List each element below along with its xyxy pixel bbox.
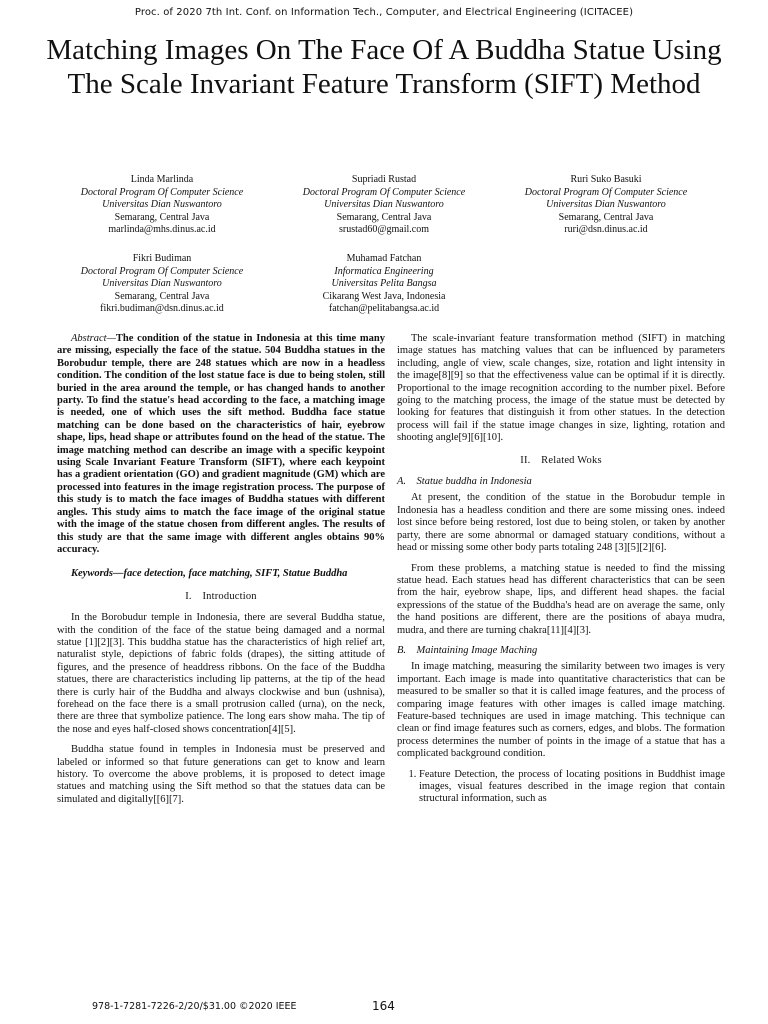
paragraph: The scale-invariant feature transformation method (SIFT) in matching image statues has matching values that can be influenced by parameters including, angle of view, scale changes, size, rotation and light intensity in the image[8][9] so that the effectiveness value can be optimal if it is directly. Proportional to the image recognition according to the number pixel. Before going to the matching process, the image of the statue must be detected by looking for features that distinguish it from other statues. In the detection process will fail if the statue image changes in size, lighting, rotation and shooting angle[9][6][10]. <box>397 333 725 444</box>
author-email[interactable]: ruri@dsn.dinus.ac.id <box>564 224 648 235</box>
section-heading-related-works: II. Related Woks <box>520 454 602 466</box>
paragraph: In the Borobudur temple in Indonesia, there are several Buddha statue, with the condition of the face of the statue being damaged and a normal statue [1][2][3]. This buddha statue has the characteristics of high relief art, naturalist style, depictions of fabric folds (drapes), the sitting attitude of figures, and the presence of headdress ribbons. On the face of the Buddha statues, there are characteristics including lip patterns, at the tip of the head there is curly hair of the Buddha and always clockwise and bun (ushnisa), forehead on the face there is a small protrusion called (urna), on the neck, there are three that symbolize patience. The long ears show maha. The tip of the nose and eyes half-closed shows concentration[4][5]. <box>57 612 385 735</box>
author-block <box>264 174 504 237</box>
author-email[interactable]: fikri.budiman@dsn.dinus.ac.id <box>100 303 224 314</box>
author-block <box>42 174 282 237</box>
subsection-heading-a: A. Statue buddha in Indonesia <box>397 476 532 488</box>
section-heading-introduction: I. Introduction <box>185 590 257 602</box>
paragraph: At present, the condition of the statue in the Borobudur temple in Indonesia has a headless condition and there are some missing ones. indeed lost since before being restored, lost due to being stolen, or taken by another party, there are some abnormal or damaged statuary conditions, without a head or missing some other body parts totaling 248 [3][5][2][6]. <box>397 492 725 554</box>
author-org: Universitas Dian Nuswantoro <box>324 199 444 210</box>
author-org: Universitas Dian Nuswantoro <box>546 199 666 210</box>
author-dept: Doctoral Program Of Computer Science <box>80 265 244 277</box>
paragraph: In image matching, measuring the similarity between two images is very important. Each image is made into quantitative characteristics that can be measured to be smaller so that it is called image features, and the process of comparing image features with other images is called image matching. Feature-based techniques are used in image matching. This technique can clean or find image features such as corners, edges, and blobs. The formation process determines the number of points in the image of a statue that has a complicated background condition. <box>397 661 725 760</box>
author-name: Muhamad Fatchan <box>346 253 422 264</box>
author-dept: Doctoral Program Of Computer Science <box>524 186 688 198</box>
author-block <box>486 174 726 237</box>
author-city: Semarang, Central Java <box>336 211 432 223</box>
author-name: Linda Marlinda <box>130 174 194 185</box>
footer-isbn: 978-1-7281-7226-2/20/$31.00 ©2020 IEEE <box>92 1001 297 1012</box>
author-dept: Doctoral Program Of Computer Science <box>302 186 466 198</box>
author-org: Universitas Dian Nuswantoro <box>102 199 222 210</box>
author-name: Supriadi Rustad <box>351 174 417 185</box>
page-number: 164 <box>372 999 395 1013</box>
author-org: Universitas Dian Nuswantoro <box>102 278 222 289</box>
author-dept: Informatica Engineering <box>334 265 434 277</box>
keywords <box>57 568 385 580</box>
left-column <box>57 333 385 814</box>
author-name: Ruri Suko Basuki <box>570 174 642 185</box>
author-city: Semarang, Central Java <box>114 290 210 302</box>
paragraph: From these problems, a matching statue is needed to find the missing statue head. Each statues head has different characteristics that can be seen from the hair, eyebrow shape, lips, and different head shapes. the facial expressions of the statue of the Buddha's head are on average the same, only the hand positions are different, there are the positions of abaya mudra, mudra, and there are turning chakra[11][4][3]. <box>397 562 725 636</box>
abstract-text: The condition of the statue in Indonesia at this time many are missing, especially the face of the statue. 504 Buddha statues in the Borobudur temple, there are 248 statues which are now in a headless condition. The condition of the lost statue face is due to being stolen, still buried in the area around the temple, or has changed hands to another party. To find the statue's head according to the face, a matching image is needed, one of which uses the sift method. Buddha face statue matching can be done based on the characteristics of hair, eyebrow shape, lips, head shape or attributes found on the head of the statue. The image matching method can describe an image with a specific keypoint using Scale Invariant Feature Transform (SIFT), where each keypoint has a gradient orientation (GO) and gradient magnitude (GM) which are processed into features in the image registration process. The purpose of this study is to match the face images of Buddha statues with different angles. This study aims to match the face image of the original statue with the image of the statue chosen from different angles. The results of this study are that the same image with different angles obtains 90% accuracy. <box>57 333 385 555</box>
paragraph: Buddha statue found in temples in Indonesia must be preserved and labeled or informed so that future generations can get to know and learn history. To overcome the above problems, it is proposed to detect image statues and matching using the Sift method so that the statues data can be simulated and digitally[[6][7]. <box>57 744 385 805</box>
author-city: Semarang, Central Java <box>558 211 654 223</box>
author-name: Fikri Budiman <box>132 253 192 264</box>
author-city: Semarang, Central Java <box>114 211 210 223</box>
keywords-text: face detection, face matching, SIFT, Statue Buddha <box>123 568 348 580</box>
conference-header: Proc. of 2020 7th Int. Conf. on Information Tech., Computer, and Electrical Engineering (ICITACEE) <box>134 7 634 18</box>
abstract-label: Abstract— <box>71 333 116 344</box>
author-email[interactable]: fatchan@pelitabangsa.ac.id <box>328 303 440 314</box>
author-block <box>264 253 504 316</box>
subsection-heading-b: B. Maintaining Image Maching <box>397 644 538 656</box>
numbered-list <box>397 769 725 806</box>
keywords-label: Keywords— <box>71 568 124 580</box>
paper-title: Matching Images On The Face Of A Buddha Statue Using The Scale Invariant Feature Transform (SIFT) Method <box>46 34 722 100</box>
author-block <box>42 253 282 316</box>
right-column <box>397 333 725 806</box>
author-org: Universitas Pelita Bangsa <box>331 278 437 289</box>
author-email[interactable]: srustad60@gmail.com <box>338 224 430 235</box>
list-item: 1. Feature Detection, the process of locating positions in Buddhist image images, visual features described in the image region that contain structural information, such as <box>419 769 725 806</box>
author-email[interactable]: marlinda@mhs.dinus.ac.id <box>108 224 216 235</box>
author-city: Cikarang West Java, Indonesia <box>322 290 446 302</box>
abstract <box>57 333 385 556</box>
author-dept: Doctoral Program Of Computer Science <box>80 186 244 198</box>
